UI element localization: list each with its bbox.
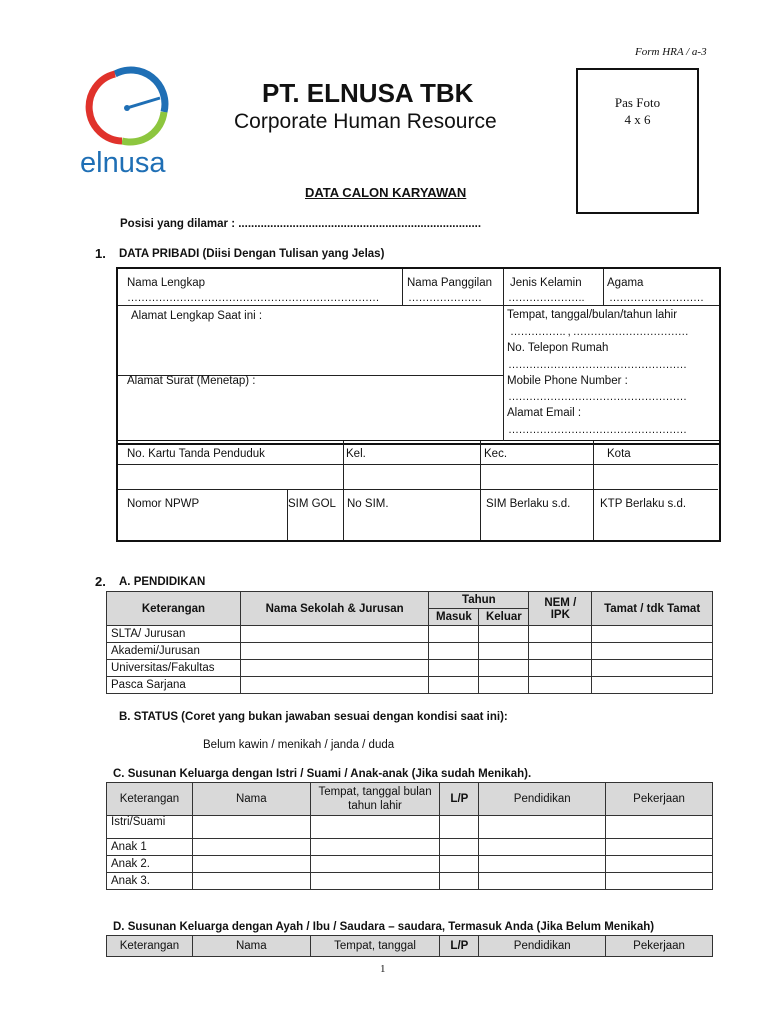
no-sim-label: No SIM. [347,498,389,510]
sim-berlaku-label: SIM Berlaku s.d. [486,498,571,510]
jenis-kelamin-label: Jenis Kelamin [510,277,582,289]
famd-col-nama: Nama [192,936,310,957]
keluarga-menikah-title: C. Susunan Keluarga dengan Istri / Suami / Anak-anak (Jika sudah Menikah). [113,768,532,780]
fam-col-pendidikan: Pendidikan [479,783,606,816]
mobile-field[interactable]: …………………………………………… [508,391,687,403]
photo-label: Pas Foto [614,95,661,110]
sim-gol-label: SIM GOL [288,498,336,510]
famd-col-pekerjaan: Pekerjaan [606,936,713,957]
kota-label: Kota [607,448,631,460]
elnusa-logo [78,60,188,178]
famd-col-pendidikan: Pendidikan [479,936,606,957]
page-number: 1 [380,963,386,975]
ktp-label: No. Kartu Tanda Penduduk [127,448,265,460]
famd-col-keterangan: Keterangan [107,936,193,957]
edu-col-keterangan: Keterangan [107,592,241,626]
fam-row-label: Anak 2. [107,856,193,873]
ttl-label: Tempat, tanggal/bulan/tahun lahir [507,309,678,321]
ktp-berlaku-label: KTP Berlaku s.d. [600,498,687,510]
svg-text:elnusa: elnusa [80,147,166,178]
fam-col-pekerjaan: Pekerjaan [606,783,713,816]
form-reference: Form HRA / a-3 [635,46,707,58]
education-table [106,591,713,694]
keluarga-belum-menikah-title: D. Susunan Keluarga dengan Ayah / Ibu / Saudara – saudara, Termasuk Anda (Jika Belum Menikah) [113,921,655,933]
fam-col-ttl: Tempat, tanggal bulan tahun lahir [310,783,440,816]
telp-rumah-field[interactable]: …………………………………………… [508,359,687,371]
edu-col-tahun: Tahun [429,592,529,609]
agama-label: Agama [607,277,644,289]
department-name: Corporate Human Resource [234,110,497,133]
agama-field[interactable]: ……………………… [609,292,704,304]
kel-label: Kel. [346,448,366,460]
famd-col-lp: L/P [440,936,479,957]
fam-row-label: Anak 3. [107,873,193,890]
mobile-label: Mobile Phone Number : [507,375,628,387]
section-2-number: 2. [95,574,106,589]
table-row [107,660,713,677]
photo-size: 4 x 6 [624,112,651,127]
table-row [107,677,713,694]
table-row [107,856,713,873]
email-label: Alamat Email : [507,407,582,419]
edu-col-keluar: Keluar [479,609,529,626]
photo-box [576,68,699,214]
status-title: B. STATUS (Coret yang bukan jawaban sesuai dengan kondisi saat ini): [119,711,508,723]
document-title: DATA CALON KARYAWAN [305,185,467,200]
edu-row-label: Universitas/Fakultas [107,660,241,677]
table-row [107,816,713,839]
ttl-field[interactable]: ……………. , …………………………… [510,326,689,338]
edu-row-label: Pasca Sarjana [107,677,241,694]
npwp-label: Nomor NPWP [127,498,200,510]
fam-row-label: Anak 1 [107,839,193,856]
company-name: PT. ELNUSA TBK [262,78,474,108]
kec-label: Kec. [484,448,508,460]
telp-rumah-label: No. Telepon Rumah [507,342,609,354]
jenis-kelamin-field[interactable]: …………………. [508,292,585,304]
family-married-table [106,782,713,890]
posisi-field[interactable]: Posisi yang dilamar : ............................................................................ [120,218,482,230]
edu-row-label: Akademi/Jurusan [107,643,241,660]
table-row [107,643,713,660]
email-field[interactable]: …………………………………………… [508,424,687,436]
nama-panggilan-label: Nama Panggilan [407,277,493,289]
fam-col-keterangan: Keterangan [107,783,193,816]
table-row [107,839,713,856]
alamat-saat-ini-label: Alamat Lengkap Saat ini : [131,310,263,322]
fam-col-lp: L/P [440,783,479,816]
status-options[interactable]: Belum kawin / menikah / janda / duda [203,739,395,751]
section-1-number: 1. [95,246,106,261]
nama-lengkap-field[interactable]: ……………………………………………………………… [127,292,379,304]
fam-row-label: Istri/Suami [107,816,193,839]
family-single-table [106,935,713,957]
section-1-title: DATA PRIBADI (Diisi Dengan Tulisan yang Jelas) [119,248,385,260]
pendidikan-title: A. PENDIDIKAN [119,576,206,588]
nama-lengkap-label: Nama Lengkap [127,277,205,289]
edu-row-label: SLTA/ Jurusan [107,626,241,643]
famd-col-ttl: Tempat, tanggal [310,936,440,957]
edu-col-masuk: Masuk [429,609,479,626]
table-row [107,873,713,890]
nama-panggilan-field[interactable]: ………………… [408,292,482,304]
edu-col-nem: NEM / IPK [529,592,592,626]
alamat-surat-label: Alamat Surat (Menetap) : [127,375,256,387]
table-row [107,626,713,643]
edu-col-tamat: Tamat / tdk Tamat [592,592,713,626]
fam-col-nama: Nama [192,783,310,816]
edu-col-nama-sekolah: Nama Sekolah & Jurusan [240,592,429,626]
